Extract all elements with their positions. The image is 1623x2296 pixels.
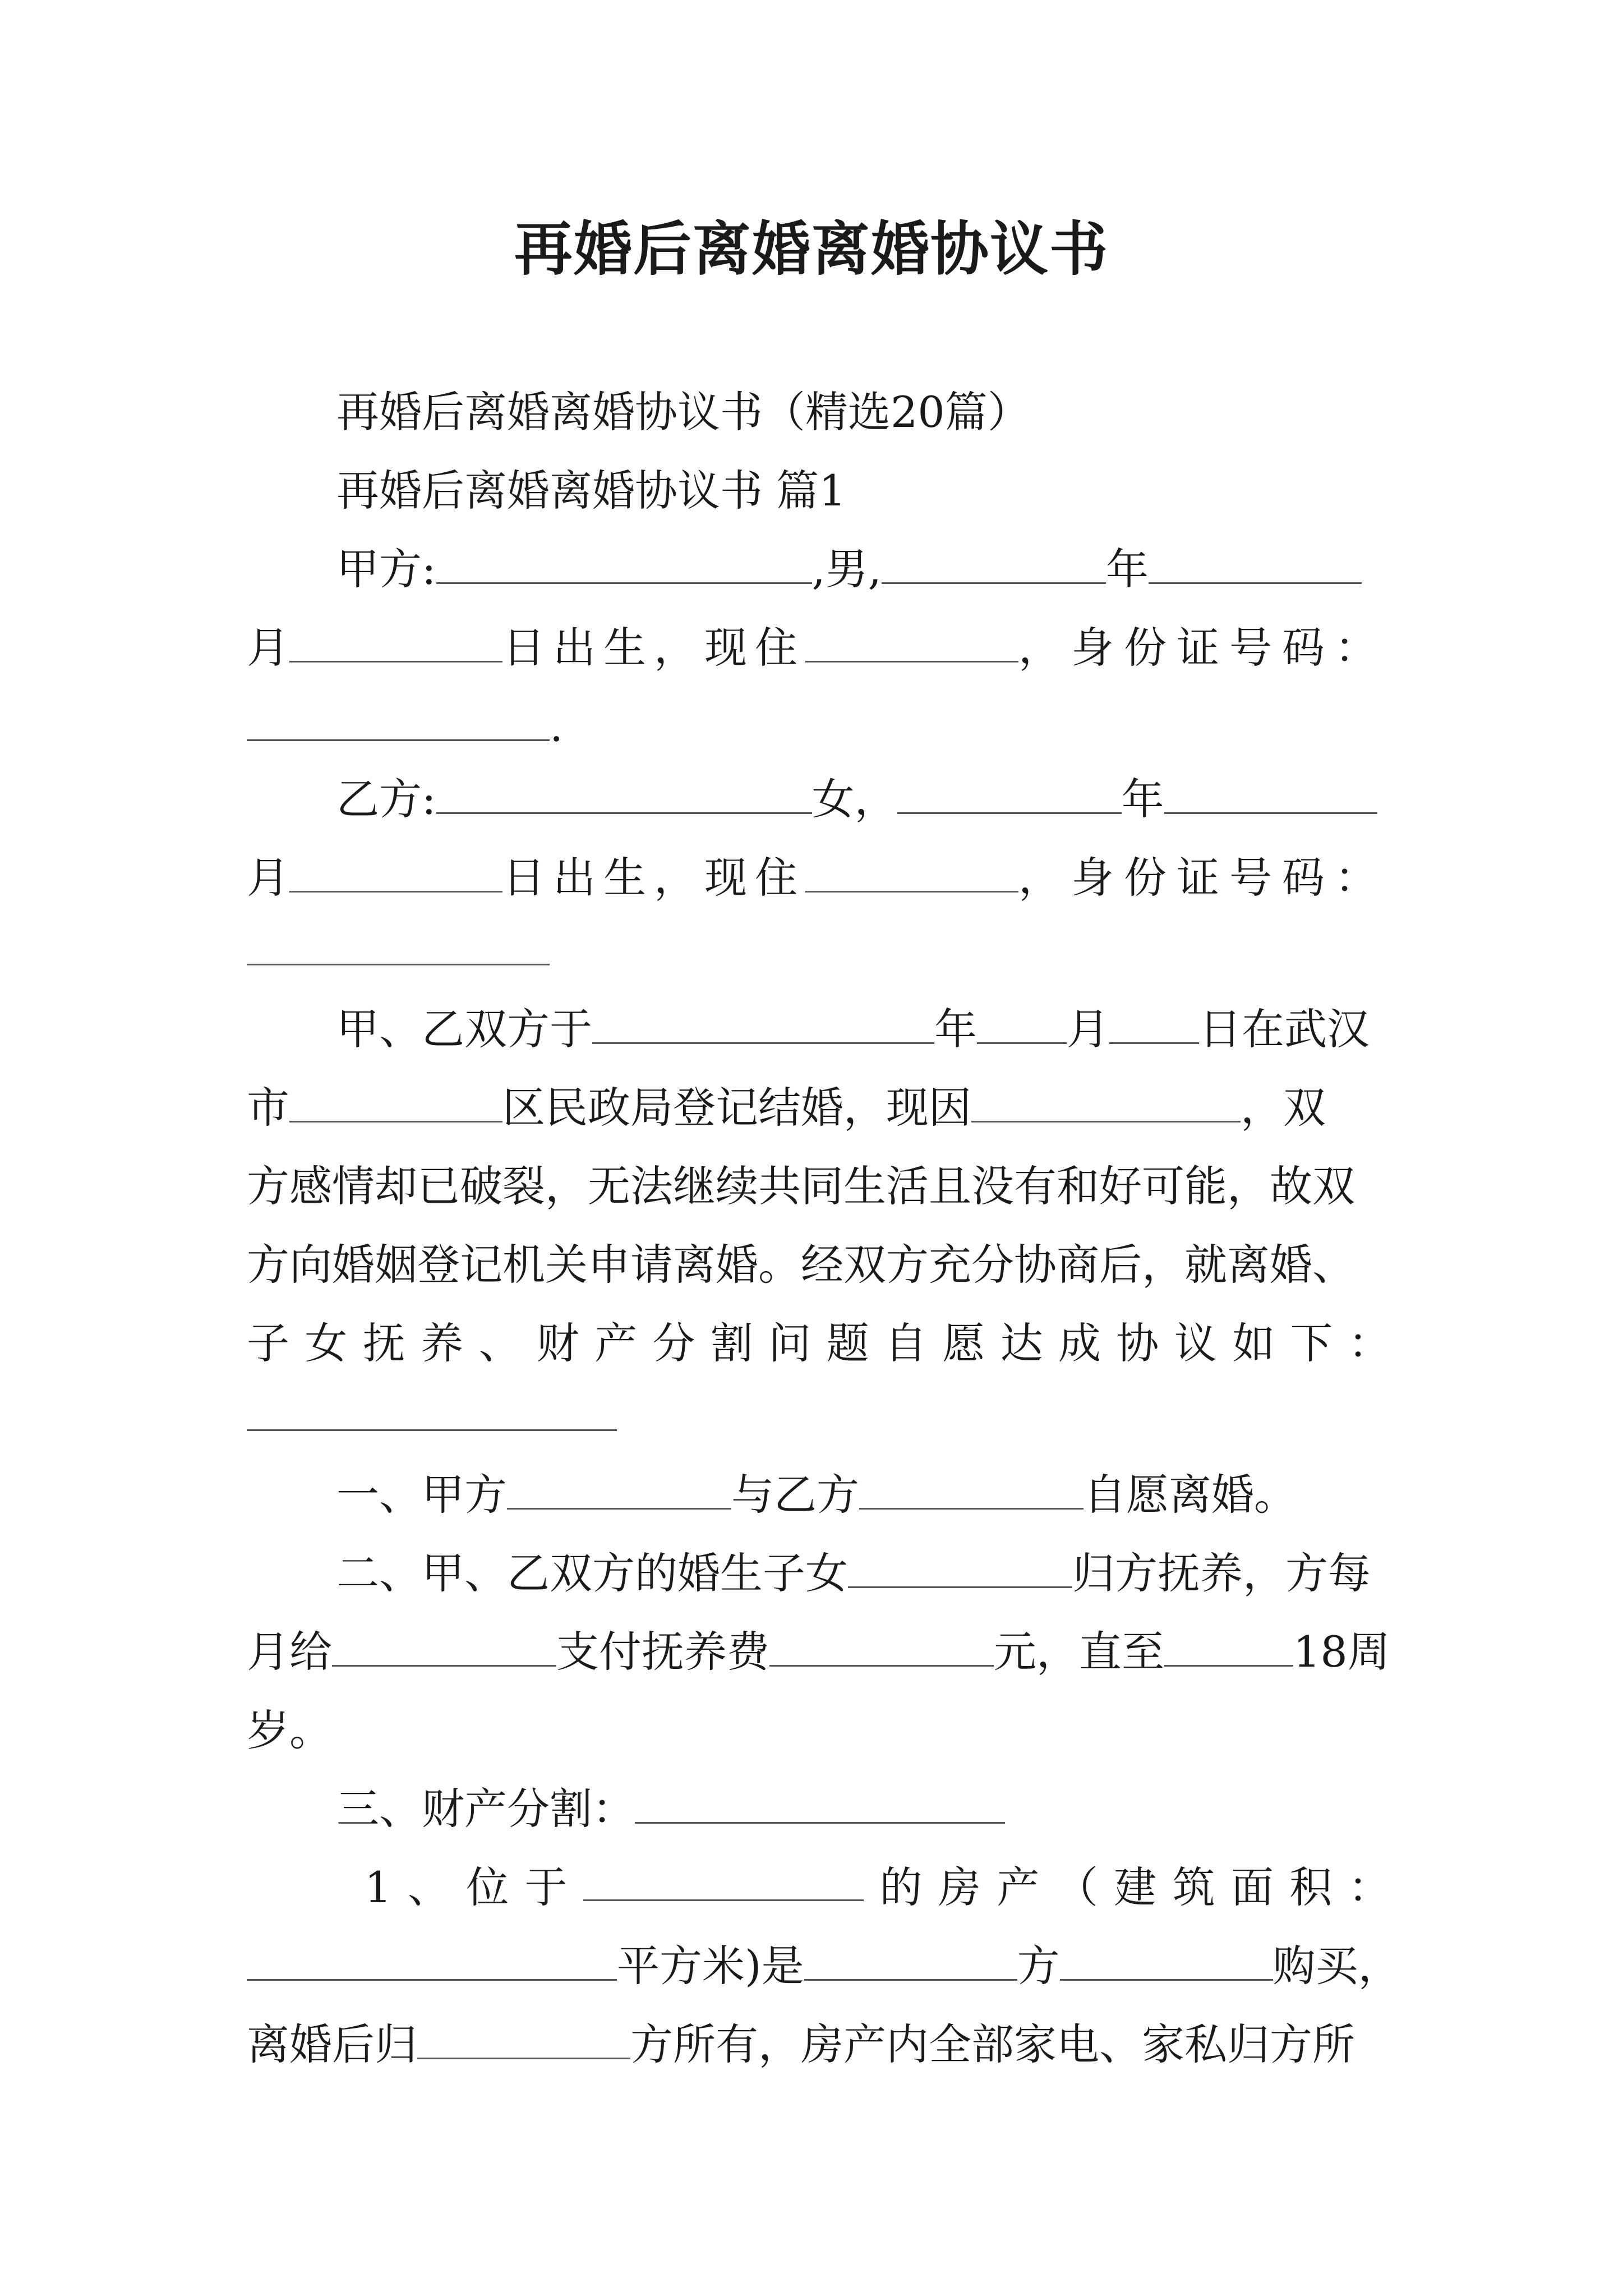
area-blank[interactable]: [247, 1936, 617, 1981]
item-3: 三、财产分割：: [247, 1778, 1481, 1840]
party-b-birth-day-blank[interactable]: [289, 848, 502, 892]
party-a-line-2: 月 日出生，现住 ，身份证号码：: [247, 617, 1391, 679]
marriage-line-1: 甲、乙双方于 年 月 日在武汉: [247, 999, 1481, 1060]
sub-1-line-2: 平方米)是 方 购买，: [247, 1935, 1391, 1997]
agreement-blank[interactable]: [247, 1387, 617, 1431]
divorce-a-blank[interactable]: [507, 1465, 731, 1510]
item-2-line-1: 二、甲、乙双方的婚生子女 归方抚养，方每: [247, 1543, 1481, 1604]
agreement-blank-line: [247, 1386, 1391, 1447]
party-b-line-2: 月 日出生，现住 ，身份证号码：: [247, 847, 1391, 909]
party-a-birth-month-blank[interactable]: [1149, 540, 1362, 584]
sub-1-line-3: 离婚后归 方所有，房产内全部家电、家私归方所: [247, 2014, 1391, 2076]
marriage-month-blank[interactable]: [977, 1000, 1067, 1044]
district-blank[interactable]: [289, 1078, 502, 1122]
party-a-birth-day-blank[interactable]: [289, 618, 502, 662]
marriage-line-5: 子 女 抚 养 、 财 产 分 割 问 题 自 愿 达 成 协 议 如 下 ：: [247, 1318, 1391, 1368]
buyer-blank[interactable]: [804, 1936, 1017, 1981]
marriage-year-blank[interactable]: [592, 1000, 934, 1044]
party-b-line-1: 乙方: 女， 年: [247, 769, 1481, 830]
party-a-birth-year-blank[interactable]: [882, 540, 1106, 584]
sub-1-line-1: 1 、 位 于 的 房 产 （ 建 筑 面 积 ：: [247, 1857, 1391, 1918]
purchase-blank[interactable]: [1060, 1936, 1273, 1981]
party-a-name-blank[interactable]: [436, 540, 812, 584]
children-blank[interactable]: [848, 1544, 1072, 1588]
party-b-id-blank[interactable]: [247, 921, 550, 965]
divorce-b-blank[interactable]: [859, 1465, 1083, 1510]
party-b-line-3: [247, 920, 1391, 982]
marriage-day-blank[interactable]: [1109, 1000, 1199, 1044]
party-b-birth-year-blank[interactable]: [897, 770, 1122, 814]
item-2-line-3: 岁。: [247, 1705, 332, 1755]
support-amount-blank[interactable]: [769, 1622, 994, 1667]
chapter-heading: 再婚后离婚离婚协议书 篇1: [336, 466, 846, 516]
party-b-birth-month-blank[interactable]: [1164, 770, 1377, 814]
party-a-id-blank[interactable]: [247, 697, 550, 741]
party-a-line-1: 甲方: ,男, 年: [247, 539, 1481, 600]
property-blank[interactable]: [635, 1779, 1005, 1824]
party-b-address-blank[interactable]: [805, 848, 1018, 892]
reason-blank[interactable]: [971, 1078, 1241, 1122]
document-title: 再婚后离婚离婚协议书: [514, 214, 1109, 283]
marriage-line-4: 方向婚姻登记机关申请离婚。经双方充分协商后，就离婚、: [247, 1240, 1355, 1290]
party-b-name-blank[interactable]: [436, 770, 812, 814]
item-1: 一、甲方 与乙方 自愿离婚。: [247, 1464, 1481, 1526]
owner-blank[interactable]: [417, 2015, 630, 2059]
marriage-line-3: 方感情却已破裂，无法继续共同生活且没有和好可能，故双: [247, 1161, 1355, 1211]
property-location-blank[interactable]: [583, 1857, 864, 1901]
support-payee-blank[interactable]: [332, 1622, 556, 1667]
marriage-line-2: 市 区民政局登记结婚，现因 ，双: [247, 1077, 1391, 1139]
subtitle: 再婚后离婚离婚协议书（精选20篇）: [336, 387, 1030, 437]
party-a-address-blank[interactable]: [805, 618, 1018, 662]
support-until-blank[interactable]: [1164, 1622, 1293, 1667]
item-2-line-2: 月给 支付抚养费 元，直至 18周: [247, 1621, 1391, 1683]
party-a-line-3: .: [247, 696, 1391, 757]
